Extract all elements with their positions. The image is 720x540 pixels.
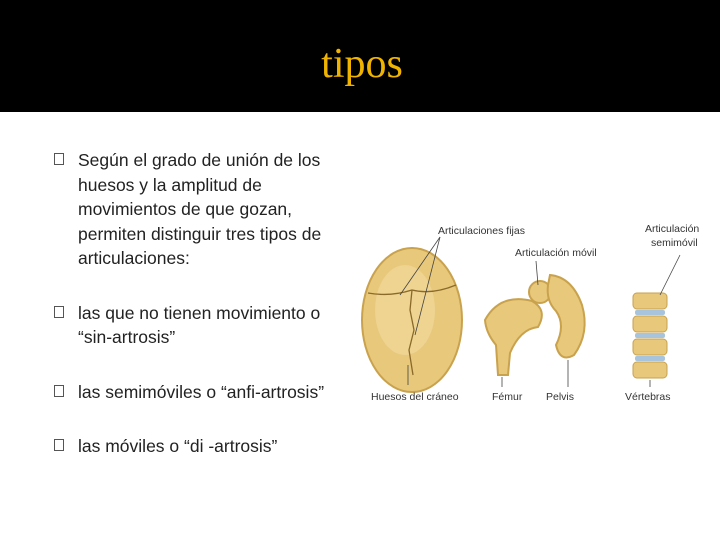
label-pelvis: Pelvis [546,391,575,403]
label-vertebras: Vértebras [625,391,671,403]
bullet-text: Según el grado de unión de los huesos y la amplitud de movimientos de que gozan, permiten distinguir tres tipos de articulaciones: [78,150,322,268]
skull-icon [362,248,462,392]
bullet-item [54,434,354,459]
label-articulaciones-fijas: Articulaciones fijas [438,225,525,237]
bullet-marker-icon [54,153,64,165]
hip-joint-icon [485,275,585,375]
bullet-item [54,301,354,350]
vertebrae-icon [633,293,667,378]
bullet-item [54,148,354,271]
bullet-marker-icon [54,306,64,318]
label-femur: Fémur [492,391,523,403]
label-articulacion-semimovil-line2: semimóvil [651,237,698,249]
bullet-marker-icon [54,385,64,397]
bullet-text: las móviles o “di -artrosis” [78,436,278,456]
label-huesos-craneo: Huesos del cráneo [371,391,459,403]
bullet-marker-icon [54,439,64,451]
bullet-text: las semimóviles o “anfi-artrosis” [78,381,325,402]
slide-title: tipos [321,41,403,87]
bullet-list [54,148,354,489]
bullet-text: las que no tienen movimiento o “sin-artrosis” [78,302,321,347]
bullet-item [54,380,354,405]
label-articulacion-movil: Articulación móvil [515,247,597,259]
label-articulacion-semimovil-line1: Articulación [645,223,700,235]
joint-types-illustration [360,215,712,415]
